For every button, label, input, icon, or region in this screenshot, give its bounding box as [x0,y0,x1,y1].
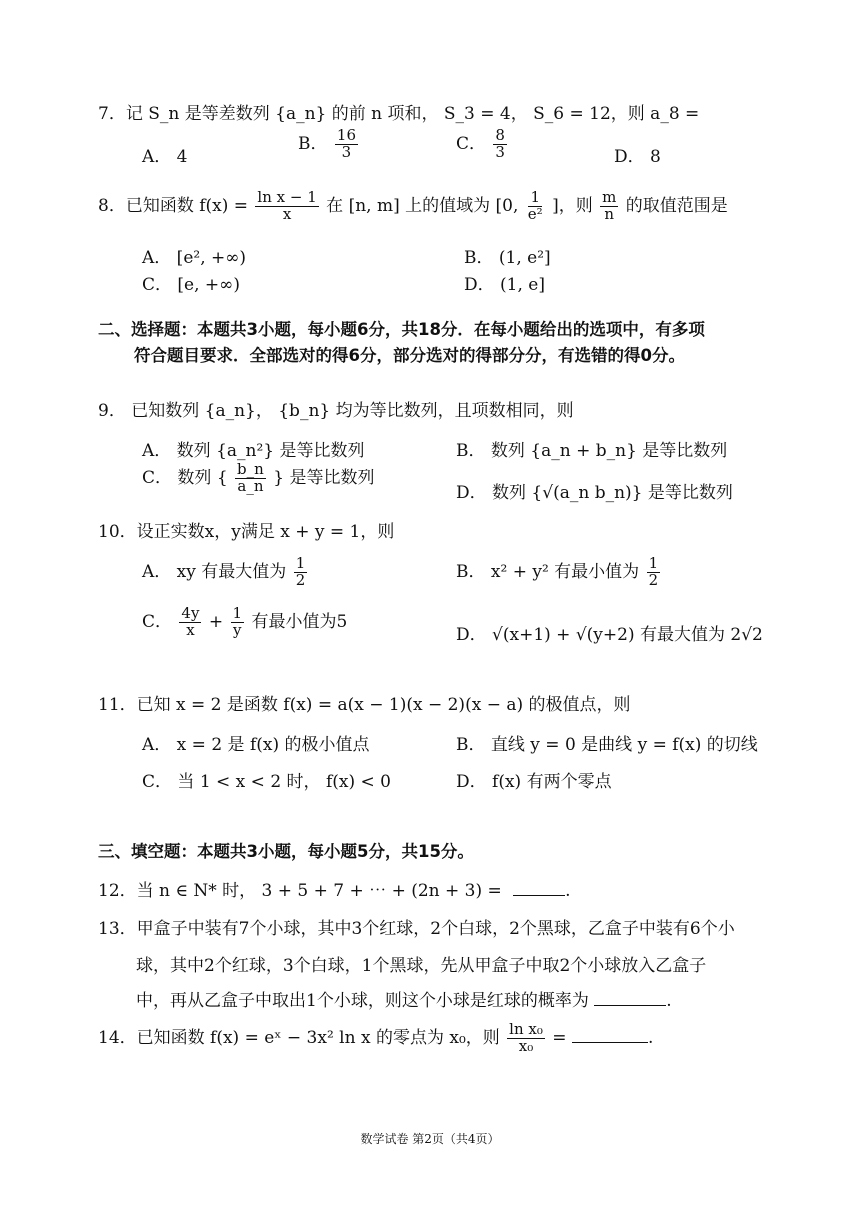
q7-b-denominator: 3 [341,142,352,161]
q14-answer-blank[interactable] [572,1041,648,1043]
q13-line2: 球，其中2个红球，3个白球，1个黑球，先从甲盒子中取2个小球放入乙盒子 [136,956,707,976]
q11-option-b: B． 直线 y = 0 是曲线 y = f(x) 的切线 [456,735,758,755]
q8-range-numerator: 1 [530,188,541,206]
q14-stem [98,1022,653,1055]
q10-b-denominator: 2 [648,570,659,589]
q10-stem: 10．设正实数x，y满足 x + y = 1，则 [98,522,395,542]
q8-stem-mid2: ]，则 [552,195,593,216]
q13-line3-text: 中，再从乙盒子中取出1个小球，则这个小球是红球的概率为 [136,991,589,1011]
q9-option-c-post: } 是等比数列 [273,467,375,488]
q7-stem: 7．记 S_n 是等差数列 {a_n} 的前 n 项和， S_3 = 4， S_6 = 12，则 a_8 = [98,104,700,124]
q12-answer-blank[interactable] [513,894,565,896]
q9-c-denominator: a_n [237,476,264,495]
q7-option-c-letter: C． [456,133,487,154]
q11-option-a: A． x = 2 是 f(x) 的极小值点 [142,735,370,755]
q8-option-d: D． (1, e] [464,275,545,295]
q8-mn-denominator: n [604,204,615,223]
q10-option-d: D． √(x+1) + √(y+2) 有最大值为 2√2 [456,625,763,645]
q10-c-denominator2: y [233,620,242,639]
q10-b-numerator: 1 [648,554,659,572]
q10-option-c-pre: C． [142,611,173,632]
section2-heading-line2: 符合题目要求．全部选对的得6分，部分选对的得部分分，有选错的得0分。 [134,346,685,365]
q8-f-numerator: ln x − 1 [257,188,317,206]
q14-stem-text: 14．已知函数 f(x) = eˣ − 3x² ln x 的零点为 x₀，则 [98,1027,500,1048]
q14-tail: . [647,1027,654,1048]
q13-line3 [136,986,672,1011]
q10-option-c [142,606,347,639]
q9-c-numerator: b_n [237,460,264,478]
q9-option-c [142,462,374,495]
q12-tail: . [565,881,571,901]
q14-fraction [507,1022,545,1055]
page-footer: 数学试卷 第2页（共4页） [360,1132,500,1146]
q9-option-c-fraction [235,462,266,495]
q8-range-denominator: e² [527,204,543,223]
q8-option-c: C． [e, +∞) [142,275,240,295]
q12-stem [98,876,571,901]
q8-range-fraction [526,190,545,223]
q7-option-d: D． 8 [614,147,661,167]
q10-option-a [142,556,309,589]
q13-line1: 13．甲盒子中装有7个小球，其中3个红球，2个白球，2个黑球，乙盒子中装有6个小 [98,919,735,939]
q11-option-c: C． 当 1 < x < 2 时， f(x) < 0 [142,772,391,792]
q10-option-b-pre: B． x² + y² 有最小值为 [456,561,640,582]
q8-stem [98,190,728,223]
q8-stem-post: 的取值范围是 [625,195,728,216]
q14-numerator: ln x₀ [509,1020,543,1038]
section3-heading: 三、填空题：本题共3小题，每小题5分，共15分。 [98,842,474,861]
q7-option-b [298,128,360,161]
q10-c-numerator1: 4y [181,604,200,622]
q10-option-a-fraction [294,556,308,589]
q9-option-a: A． 数列 {a_n²} 是等比数列 [142,441,365,461]
q8-mn-numerator: m [602,188,617,206]
q7-b-numerator: 16 [336,126,356,144]
q10-option-c-fraction1 [179,606,201,639]
q9-option-d: D． 数列 {√(a_n b_n)} 是等比数列 [456,483,733,503]
q10-c-numerator2: 1 [232,604,243,622]
q11-option-d: D． f(x) 有两个零点 [456,772,612,792]
q12-stem-text: 12．当 n ∈ N* 时， 3 + 5 + 7 + ⋯ + (2n + 3) = [98,881,502,901]
q7-option-b-fraction [335,128,358,161]
q13-tail: . [666,991,672,1011]
q7-option-c-fraction [493,128,507,161]
q7-option-c [456,128,509,161]
q8-stem-mid: 在 [n, m] 上的值域为 [0, [326,195,519,216]
q7-c-denominator: 3 [495,142,505,161]
q10-a-denominator: 2 [295,570,306,589]
q10-option-c-plus: + [208,611,224,632]
q10-a-numerator: 1 [295,554,306,572]
q10-option-a-pre: A． xy 有最大值为 [142,561,287,582]
q7-option-a: A． 4 [142,147,188,167]
q14-equals: = [552,1027,567,1048]
q8-stem-pre: 8．已知函数 f(x) = [98,195,249,216]
q14-denominator: x₀ [518,1036,534,1055]
q13-answer-blank[interactable] [594,1004,666,1006]
q8-function-fraction [255,190,318,223]
q10-option-b-fraction [647,556,661,589]
q9-option-c-pre: C． 数列 { [142,467,228,488]
q10-c-denominator1: x [186,620,195,639]
q8-option-a: A． [e², +∞) [142,248,247,268]
q8-f-denominator: x [282,204,292,223]
q10-option-c-fraction2 [231,606,245,639]
q11-stem: 11．已知 x = 2 是函数 f(x) = a(x − 1)(x − 2)(x − a) 的极值点，则 [98,695,631,715]
q10-option-b [456,556,662,589]
q7-option-b-letter: B． [298,133,328,154]
q9-stem: 9． 已知数列 {a_n}， {b_n} 均为等比数列，且项数相同，则 [98,401,574,421]
section2-heading-line1: 二、选择题：本题共3小题，每小题6分，共18分．在每小题给出的选项中，有多项 [98,320,705,339]
q8-option-b: B． (1, e²] [464,248,551,268]
q8-mn-fraction [600,190,618,223]
q10-option-c-post: 有最小值为5 [251,611,348,632]
q9-option-b: B． 数列 {a_n + b_n} 是等比数列 [456,441,728,461]
q7-c-numerator: 8 [495,126,505,144]
